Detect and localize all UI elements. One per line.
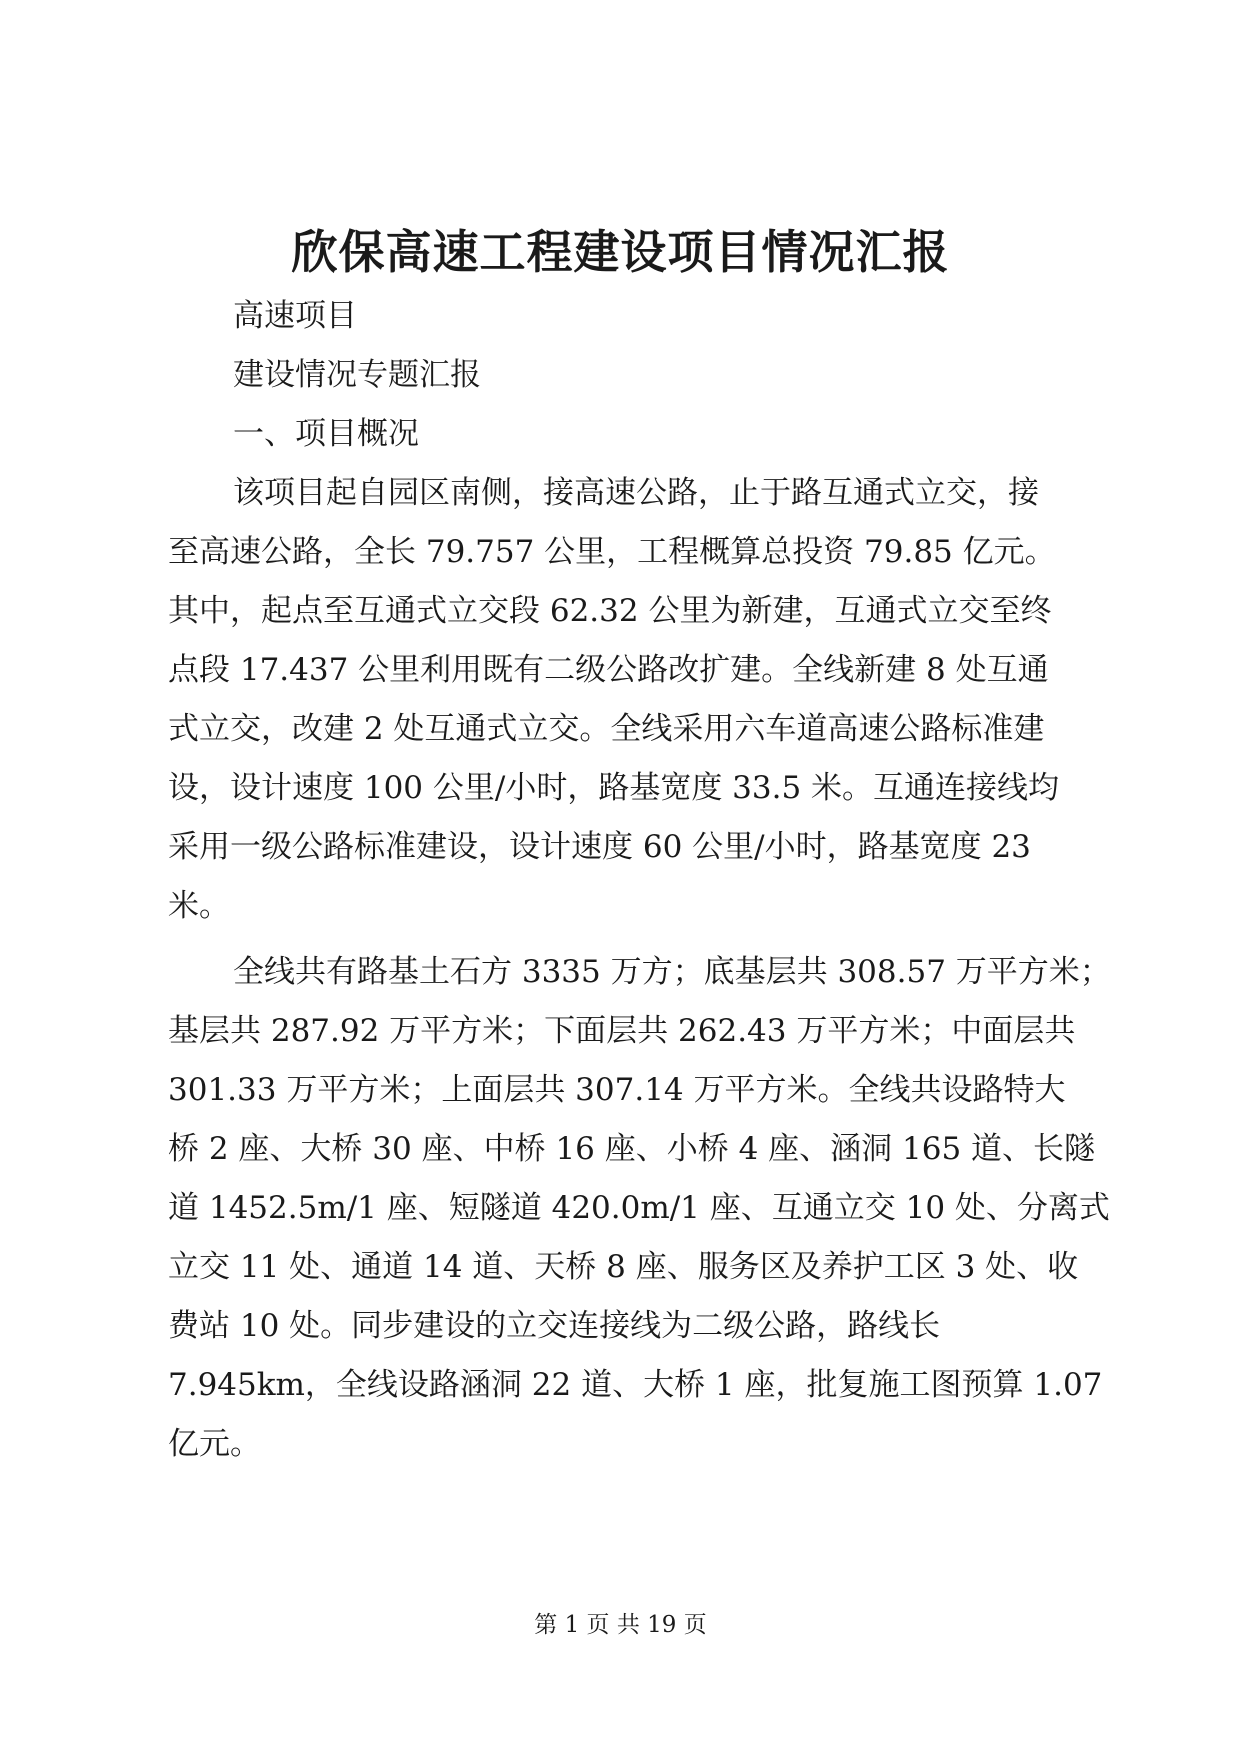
section-heading: 一、项目概况 — [233, 416, 419, 452]
document-title: 欣保高速工程建设项目情况汇报 — [291, 225, 950, 279]
text-line: 亿元。 — [168, 1426, 261, 1462]
text-line: 费站 10 处。同步建设的立交连接线为二级公路，路线长 — [168, 1308, 941, 1344]
text-line: 道 1452.5m/1 座、短隧道 420.0m/1 座、互通立交 10 处、分离式 — [168, 1190, 1110, 1226]
text-line: 基层共 287.92 万平方米；下面层共 262.43 万平方米；中面层共 — [168, 1013, 1076, 1049]
text-line: 301.33 万平方米；上面层共 307.14 万平方米。全线共设路特大 — [168, 1072, 1066, 1108]
text-line: 设，设计速度 100 公里/小时，路基宽度 33.5 米。互通连接线均 — [168, 770, 1060, 806]
text-line: 桥 2 座、大桥 30 座、中桥 16 座、小桥 4 座、涵洞 165 道、长隧 — [168, 1131, 1096, 1167]
text-line: 建设情况专题汇报 — [233, 357, 481, 393]
text-line: 点段 17.437 公里利用既有二级公路改扩建。全线新建 8 处互通 — [168, 652, 1049, 688]
paragraph-gap — [168, 936, 1080, 943]
text-line: 式立交，改建 2 处互通式立交。全线采用六车道高速公路标准建 — [168, 711, 1045, 747]
text-line: 立交 11 处、通道 14 道、天桥 8 座、服务区及养护工区 3 处、收 — [168, 1249, 1079, 1285]
text-line: 该项目起自园区南侧，接高速公路，止于路互通式立交，接 — [233, 475, 1039, 511]
page-footer: 第 1 页 共 19 页 — [534, 1612, 707, 1638]
text-line: 至高速公路，全长 79.757 公里，工程概算总投资 79.85 亿元。 — [168, 534, 1056, 570]
text-line: 高速项目 — [233, 298, 357, 334]
text-line: 米。 — [168, 888, 230, 924]
text-line: 其中，起点至互通式立交段 62.32 公里为新建，互通式立交至终 — [168, 593, 1052, 629]
text-line: 全线共有路基土石方 3335 万方；底基层共 308.57 万平方米； — [233, 954, 1111, 990]
text-line: 7.945km，全线设路涵洞 22 道、大桥 1 座，批复施工图预算 1.07 — [168, 1367, 1103, 1403]
document-body — [168, 287, 1111, 1474]
text-line: 采用一级公路标准建设，设计速度 60 公里/小时，路基宽度 23 — [168, 829, 1031, 865]
